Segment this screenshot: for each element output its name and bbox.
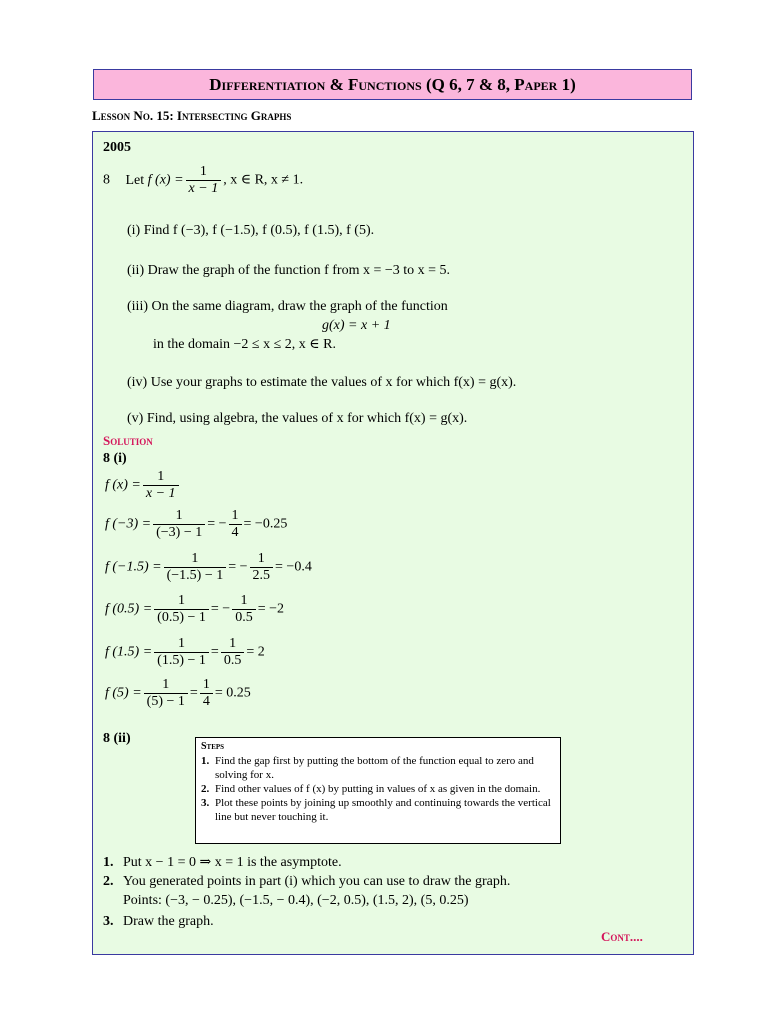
question-part-i: (i) Find f (−3), f (−1.5), f (0.5), f (1.5), f (5). (127, 223, 375, 238)
question-part-ii: (ii) Draw the graph of the function f from x = −3 to x = 5. (127, 263, 451, 278)
solution-row-f-1-5: f (1.5) = $\frac{1}{(1.5) - 1}$ = $\frac{1}{0.5}$ = 2 (105, 636, 265, 668)
continued-label: Cont.... (601, 929, 643, 944)
question-year: 2005 (103, 140, 131, 155)
question-part-iii: (iii) On the same diagram, draw the graph of the function (127, 299, 448, 314)
question-statement (103, 164, 303, 197)
solution-row-f-0-5: f (0.5) = $\frac{1}{(0.5) - 1}$ = − $\frac{1}{0.5}$ = −2 (105, 593, 284, 625)
question-fx: f (x) = (147, 172, 184, 188)
page-title: Differentiation & Functions (Q 6, 7 & 8, Paper 1) (93, 69, 692, 100)
question-part-iv: (iv) Use your graphs to estimate the values of x for which f(x) = g(x). (127, 375, 517, 390)
question-domain: , x ∈ R, x ≠ 1. (223, 172, 304, 188)
question-fraction: $\frac{1}{x - 1}$ (186, 164, 222, 197)
steps-box (195, 737, 561, 844)
question-let: Let (125, 172, 145, 188)
solution-row-f-neg1-5: f (−1.5) = $\frac{1}{(-1.5) - 1}$ = − $\frac{1}{2.5}$ = −0.4 (105, 551, 312, 583)
solution-line-draw: 3. Draw the graph. (103, 914, 214, 929)
lesson-heading: Lesson No. 15: Intersecting Graphs (92, 108, 292, 123)
solution-row-f-5: f (5) = $\frac{1}{(5) - 1}$ = $\frac{1}{4}$ = 0.25 (105, 677, 251, 709)
steps-title: Steps (201, 741, 225, 752)
solution-line-points-intro: 2. You generated points in part (i) which you can use to draw the graph. (103, 874, 511, 889)
question-part-iii-domain: in the domain −2 ≤ x ≤ 2, x ∈ R. (153, 337, 336, 352)
solution-row-f-neg3: f (−3) = $\frac{1}{(-3) - 1}$ = − $\frac{1}{4}$ = −0.25 (105, 508, 288, 540)
step-item: 3. Plot these points by joining up smoothly and continuing towards the vertical line but never touching it. (201, 797, 551, 823)
step-item: 1. Find the gap first by putting the bottom of the function equal to zero and solving for x. (201, 755, 534, 781)
question-part-v: (v) Find, using algebra, the values of x for which f(x) = g(x). (127, 411, 468, 426)
question-number: 8 (103, 172, 110, 188)
solution-line-points: Points: (−3, − 0.25), (−1.5, − 0.4), (−2, 0.5), (1.5, 2), (5, 0.25) (123, 893, 469, 908)
step-item: 2. Find other values of f (x) by putting in values of x as given in the domain. (201, 783, 541, 795)
solution-fx-definition: f (x) = $\frac{1}{x - 1}$ (105, 469, 181, 502)
solution-line-asymptote: 1. Put x − 1 = 0 ⇒ x = 1 is the asymptote. (103, 855, 342, 870)
solution-part-i-label: 8 (i) (103, 451, 127, 466)
question-part-iii-function: g(x) = x + 1 (322, 318, 391, 333)
solution-part-ii-label: 8 (ii) (103, 731, 131, 746)
solution-label: Solution (103, 433, 153, 448)
